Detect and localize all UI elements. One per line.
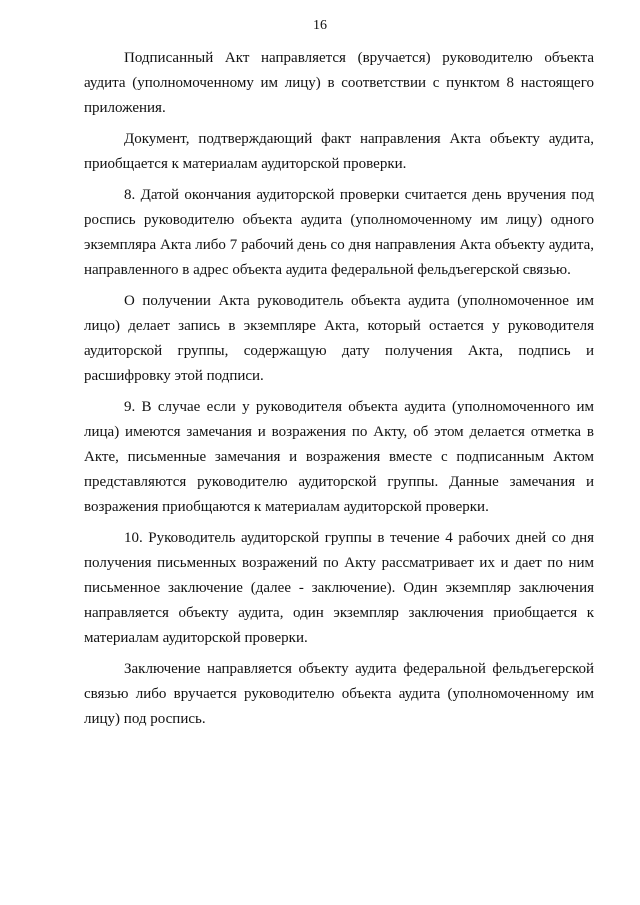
paragraph-item-10: 10. Руководитель аудиторской группы в течение 4 рабочих дней со дня получения письменных возражений по Акту рассматривает их и дает по ним письменное заключение (далее - заключение). Один экземпляр заключения направляется объекту аудита, один экземпляр заключения приобщается к материалам аудиторской проверки. [84, 530, 594, 646]
paragraph-item-9: 9. В случае если у руководителя объекта аудита (уполномоченного им лица) имеются замечания и возражения по Акту, об этом делается отметка в Акте, письменные замечания и возражения вместе с подписанным Актом представляются руководителю аудиторской группы. Данные замечания и возражения приобщаются к материалам аудиторской проверки. [84, 399, 594, 515]
paragraph-receipt-record: О получении Акта руководитель объекта аудита (уполномоченное им лицо) делает запись в экземпляре Акта, который остается у руководителя аудиторской группы, содержащую дату получения Акта, подпись и расшифровку этой подписи. [84, 293, 594, 384]
document-body [84, 46, 594, 738]
paragraph-delivery-of-act: Подписанный Акт направляется (вручается) руководителю объекта аудита (уполномоченному им лицу) в соответствии с пунктом 8 настоящего приложения. [84, 50, 594, 116]
paragraph-conclusion-delivery: Заключение направляется объекту аудита федеральной фельдъегерской связью либо вручается руководителю объекта аудита (уполномоченному им лицу) под роспись. [84, 661, 594, 727]
paragraph-delivery-proof: Документ, подтверждающий факт направления Акта объекту аудита, приобщается к материалам аудиторской проверки. [84, 131, 594, 172]
page-number: 16 [313, 18, 327, 33]
paragraph-item-8: 8. Датой окончания аудиторской проверки считается день вручения под роспись руководителю объекта аудита (уполномоченному им лицу) одного экземпляра Акта либо 7 рабочий день со дня направления Акта объекту аудита, направленного в адрес объекта аудита федеральной фельдъегерской связью. [84, 187, 594, 278]
